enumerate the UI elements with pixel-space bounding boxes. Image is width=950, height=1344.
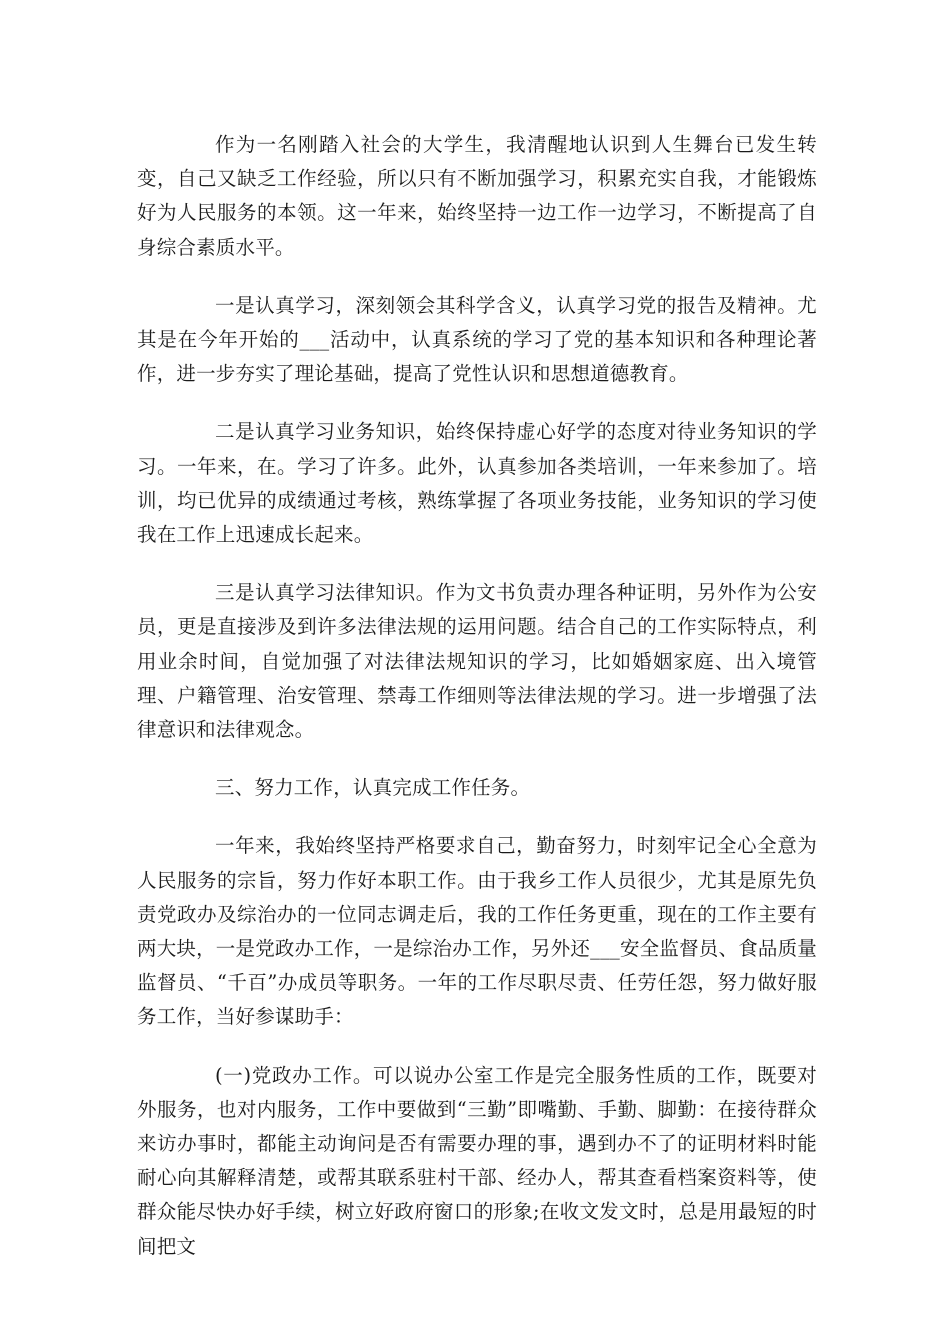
section-heading-work: 三、努力工作，认真完成工作任务。	[215, 776, 531, 800]
paragraph-study-theory: 一是认真学习，深刻领会其科学含义，认真学习党的报告及精神。尤其是在今年开始的___活动中，认真系统的学习了党的基本知识和各种理论著作，进一步夯实了理论基础，提高了党性认识和思想道德教育。	[137, 293, 817, 386]
paragraph-study-law: 三是认真学习法律知识。作为文书负责办理各种证明，另外作为公安员，更是直接涉及到许多法律法规的运用问题。结合自己的工作实际特点，利用业余时间，自觉加强了对法律法规知识的学习，比如婚姻家庭、出入境管理、户籍管理、治安管理、禁毒工作细则等法律法规的学习。进一步增强了法律意识和法律观念。	[137, 581, 817, 742]
paragraph-party-office-work: (一)党政办工作。可以说办公室工作是完全服务性质的工作，既要对外服务，也对内服务，工作中要做到“三勤”即嘴勤、手勤、脚勤：在接待群众来访办事时，都能主动询问是否有需要办理的事，遇到办不了的证明材料时能耐心向其解释清楚，或帮其联系驻村干部、经办人，帮其查看档案资料等，使群众能尽快办好手续，树立好政府窗口的形象;在收文发文时，总是用最短的时间把文	[137, 1063, 817, 1258]
document-page	[137, 128, 817, 1288]
paragraph-study-business: 二是认真学习业务知识，始终保持虚心好学的态度对待业务知识的学习。一年来，在。学习了许多。此外，认真参加各类培训，一年来参加了。培训，均已优异的成绩通过考核，熟练掌握了各项业务技能，业务知识的学习使我在工作上迅速成长起来。	[137, 420, 817, 547]
paragraph-intro: 作为一名刚踏入社会的大学生，我清醒地认识到人生舞台已发生转变，自己又缺乏工作经验，所以只有不断加强学习，积累充实自我，才能锻炼好为人民服务的本领。这一年来，始终坚持一边工作一边学习，不断提高了自身综合素质水平。	[137, 133, 817, 259]
paragraph-work-overview: 一年来，我始终坚持严格要求自己，勤奋努力，时刻牢记全心全意为人民服务的宗旨，努力作好本职工作。由于我乡工作人员很少，尤其是原先负责党政办及综治办的一位同志调走后，我的工作任务更重，现在的工作主要有两大块，一是党政办工作，一是综治办工作，另外还___安全监督员、食品质量监督员、“千百”办成员等职务。一年的工作尽职尽责、任劳任怨，努力做好服务工作，当好参谋助手：	[137, 834, 817, 1029]
